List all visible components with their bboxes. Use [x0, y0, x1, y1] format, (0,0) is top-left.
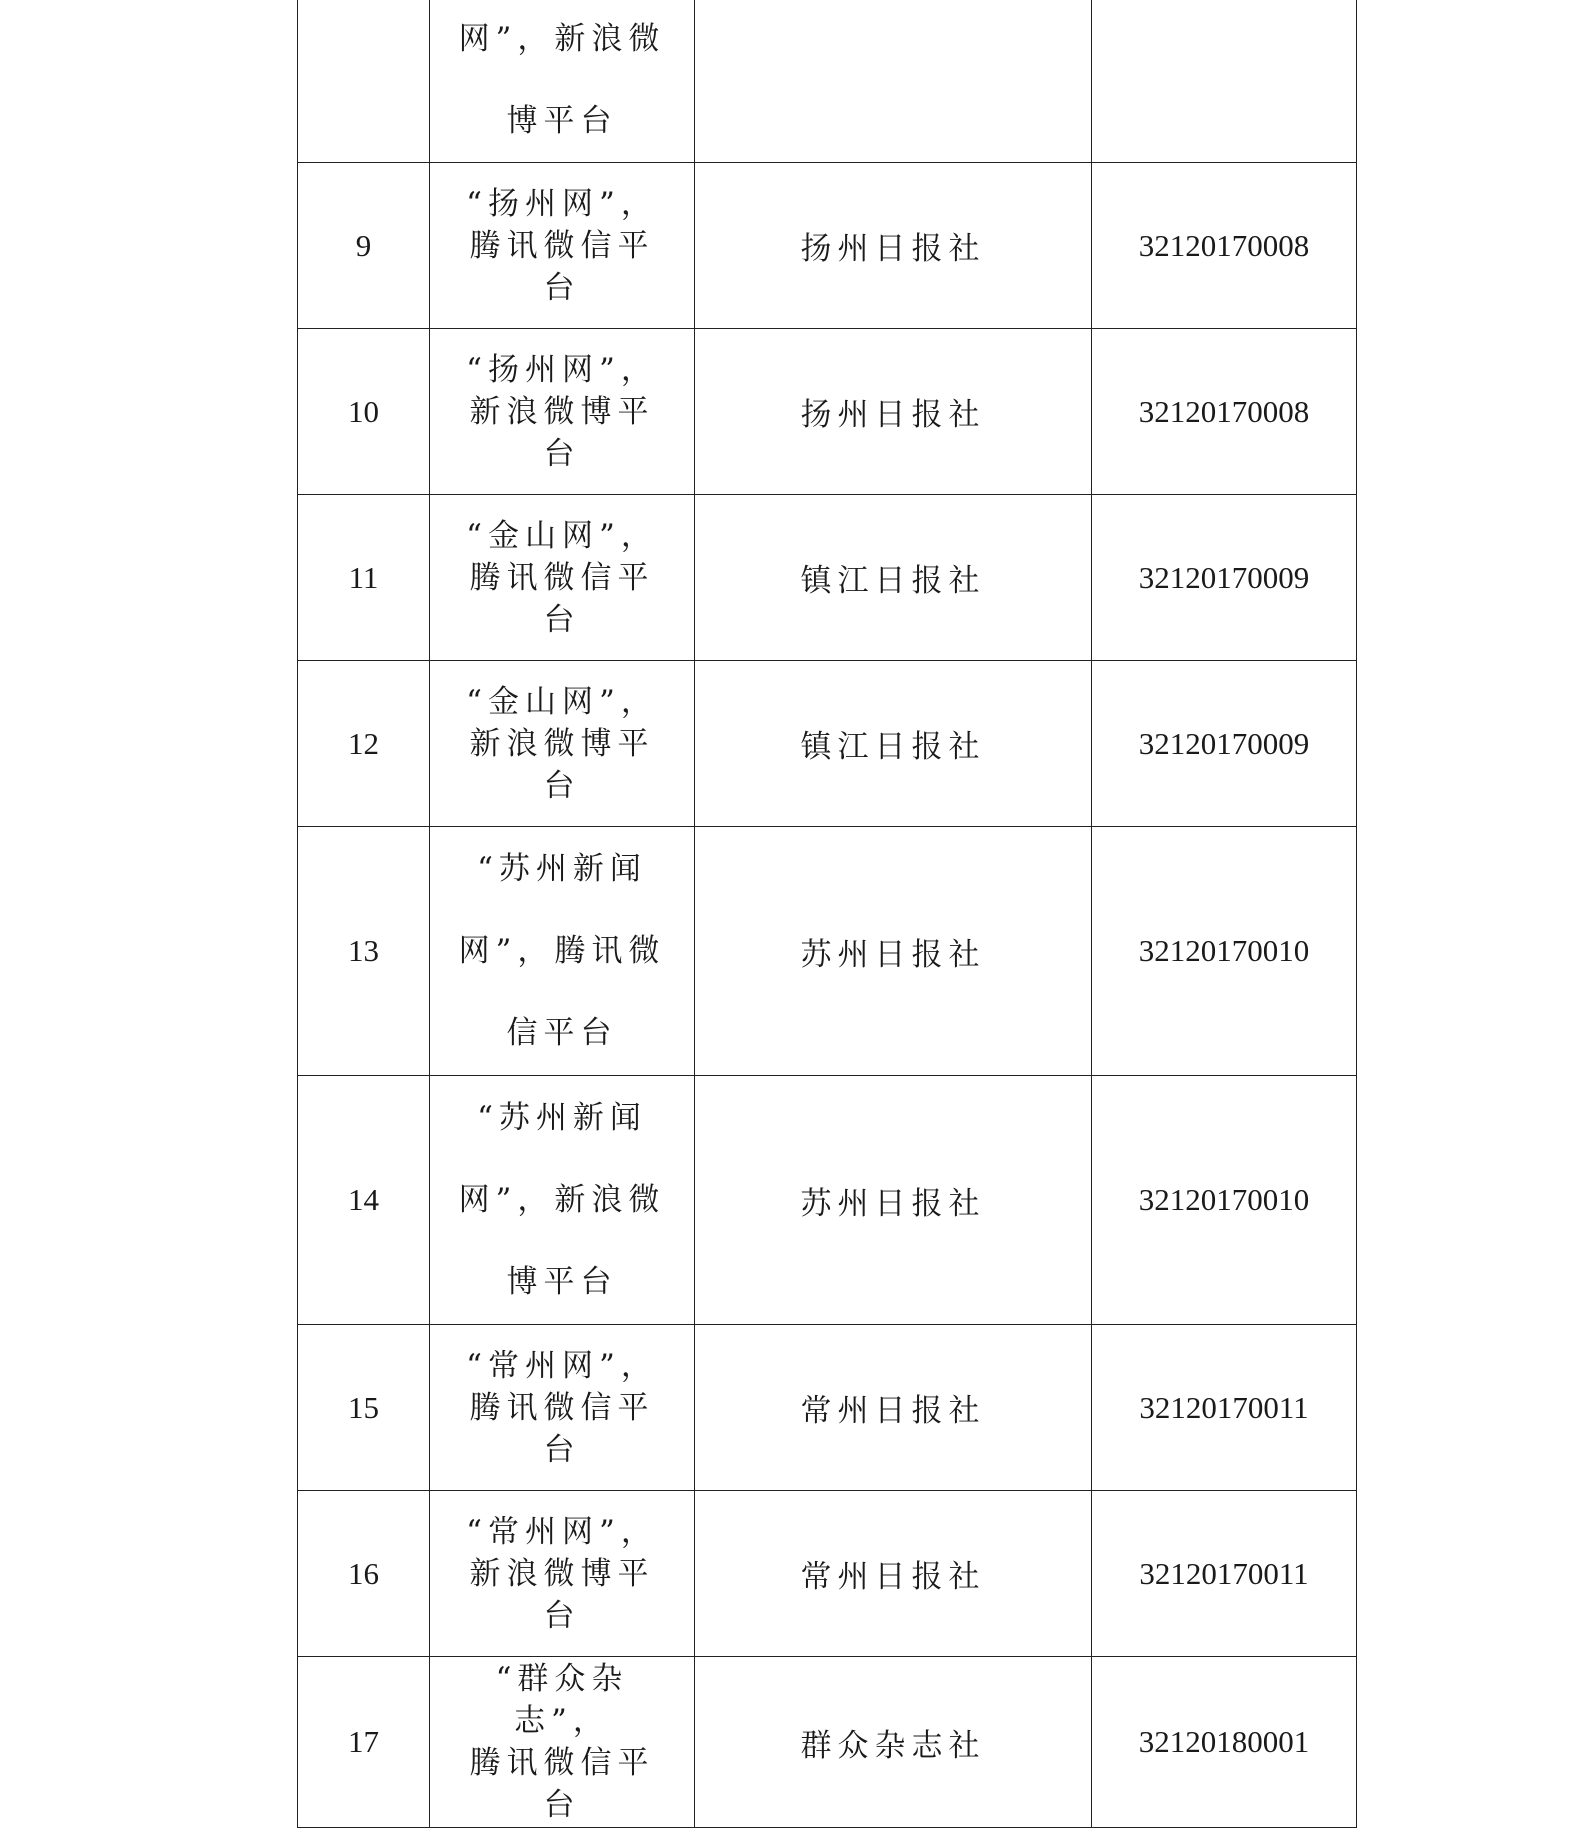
platform-cell	[430, 1491, 695, 1657]
platform-name: “苏州新闻 网”，腾讯微 信平台	[458, 851, 666, 1051]
platform-name: “金山网”， 新浪微博平台	[466, 683, 658, 804]
registration-code-cell: 32120170009	[1092, 495, 1357, 661]
platform-cell	[430, 329, 695, 495]
organization-cell: 苏州日报社	[695, 827, 1092, 1076]
row-number-cell: 12	[298, 661, 430, 827]
platform-name: “苏州新闻 网”，新浪微 博平台	[458, 1100, 666, 1300]
platform-cell	[430, 1325, 695, 1491]
organization-cell: 群众杂志社	[695, 1657, 1092, 1828]
platform-name: “常州网”， 腾讯微信平台	[466, 1347, 658, 1468]
table-row	[298, 661, 1357, 827]
row-number-cell: 9	[298, 163, 430, 329]
platform-name: “扬州网”， 腾讯微信平台	[466, 185, 658, 306]
registration-code-cell: 32120180001	[1092, 1657, 1357, 1828]
row-number-cell: 11	[298, 495, 430, 661]
platform-name: “金山网”， 腾讯微信平台	[466, 517, 658, 638]
organization-cell: 苏州日报社	[695, 1076, 1092, 1325]
organization-cell: 镇江日报社	[695, 661, 1092, 827]
table-row	[298, 1076, 1357, 1325]
registry-table	[297, 0, 1357, 1828]
organization-cell: 镇江日报社	[695, 495, 1092, 661]
organization-cell: 常州日报社	[695, 1491, 1092, 1657]
registration-code-cell: 32120170010	[1092, 827, 1357, 1076]
platform-name: “常州网”， 新浪微博平台	[466, 1513, 658, 1634]
row-number-cell: 17	[298, 1657, 430, 1828]
platform-name: 网”，新浪微 博平台	[458, 20, 666, 139]
table-row	[298, 1491, 1357, 1657]
row-number-cell: 16	[298, 1491, 430, 1657]
platform-name: “扬州网”， 新浪微博平台	[466, 351, 658, 472]
row-number-cell: 14	[298, 1076, 430, 1325]
table-row	[298, 329, 1357, 495]
row-number-cell	[298, 0, 430, 163]
platform-cell	[430, 495, 695, 661]
table-row	[298, 1325, 1357, 1491]
registration-code-cell: 32120170011	[1092, 1325, 1357, 1491]
row-number-cell: 13	[298, 827, 430, 1076]
registration-code-cell: 32120170011	[1092, 1491, 1357, 1657]
table-row	[298, 0, 1357, 163]
platform-cell	[430, 1657, 695, 1828]
platform-cell	[430, 1076, 695, 1325]
platform-cell	[430, 163, 695, 329]
table-row	[298, 1657, 1357, 1828]
registration-code-cell: 32120170008	[1092, 329, 1357, 495]
row-number-cell: 10	[298, 329, 430, 495]
organization-cell: 常州日报社	[695, 1325, 1092, 1491]
platform-cell	[430, 827, 695, 1076]
organization-cell	[695, 0, 1092, 163]
platform-cell	[430, 661, 695, 827]
registration-code-cell	[1092, 0, 1357, 163]
platform-name: “群众杂志”， 腾讯微信平台	[469, 1661, 655, 1823]
platform-cell	[430, 0, 695, 163]
registration-code-cell: 32120170010	[1092, 1076, 1357, 1325]
organization-cell: 扬州日报社	[695, 163, 1092, 329]
organization-cell: 扬州日报社	[695, 329, 1092, 495]
registration-code-cell: 32120170009	[1092, 661, 1357, 827]
table-row	[298, 163, 1357, 329]
table-row	[298, 827, 1357, 1076]
row-number-cell: 15	[298, 1325, 430, 1491]
registration-code-cell: 32120170008	[1092, 163, 1357, 329]
table-row	[298, 495, 1357, 661]
